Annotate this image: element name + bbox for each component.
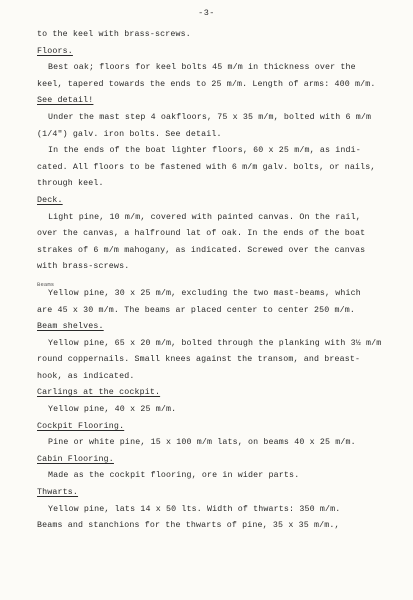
section-heading-deck: Deck. [37,195,63,205]
text-line: Yellow pine, lats 14 x 50 lts. Width of thwarts: 350 m/m. [48,504,341,514]
section-heading-cockpit-flooring: Cockpit Flooring. [37,421,125,431]
text-line: with brass-screws. [37,262,130,272]
text-line: through keel. [37,179,104,189]
section-heading-beam-shelves: Beam shelves. [37,322,104,332]
text-line: Yellow pine, 30 x 25 m/m, excluding the two mast-beams, which [48,288,361,298]
page-number: -3- [198,8,215,18]
text-line: Yellow pine, 40 x 25 m/m. [48,405,177,415]
text-line: keel, tapered towards the ends to 25 m/m. Length of arms: 400 m/m. [37,79,376,89]
text-line: to the keel with brass-screws. [37,30,191,39]
text-line: Beams and stanchions for the thwarts of pine, 35 x 35 m/m., [37,521,340,531]
text-line: cated. All floors to be fastened with 6 m/m galv. bolts, or nails, [37,162,376,172]
text-line: over the canvas, a halfround lat of oak. In the ends of the boat [37,229,366,239]
section-heading-beams: Beams [37,280,55,288]
text-line: Under the mast step 4 oakfloors, 75 x 35 m/m, bolted with 6 m/m [48,112,372,122]
text-line: round coppernails. Small knees against the transom, and breast- [37,355,361,365]
text-line: Best oak; floors for keel bolts 45 m/m in thickness over the [48,63,356,73]
text-line: Yellow pine, 65 x 20 m/m, bolted through the planking with 3½ m/m [48,338,382,348]
text-line: strakes of 6 m/m mahogany, as indicated. Screwed over the canvas [37,245,366,255]
document-body [37,27,382,535]
section-heading-carlings: Carlings at the cockpit. [37,388,161,398]
text-line: Made as the cockpit flooring, ore in wider parts. [48,471,300,481]
section-heading-thwarts: Thwarts. [37,488,79,498]
text-line: (1/4") galv. iron bolts. See detail. [37,129,222,139]
section-heading-cabin-flooring: Cabin Flooring. [37,454,114,464]
text-line: In the ends of the boat lighter floors, 60 x 25 m/m, as indi- [48,146,361,156]
text-line: are 45 x 30 m/m. The beams ar placed center to center 250 m/m. [37,305,355,315]
text-line: Light pine, 10 m/m, covered with painted canvas. On the rail, [48,212,361,222]
text-line: hook, as indicated. [37,371,135,381]
text-line: Pine or white pine, 15 x 100 m/m lats, on beams 40 x 25 m/m. [48,438,356,448]
section-heading-floors: Floors. [37,46,73,56]
see-detail-note: See detail! [37,96,94,106]
